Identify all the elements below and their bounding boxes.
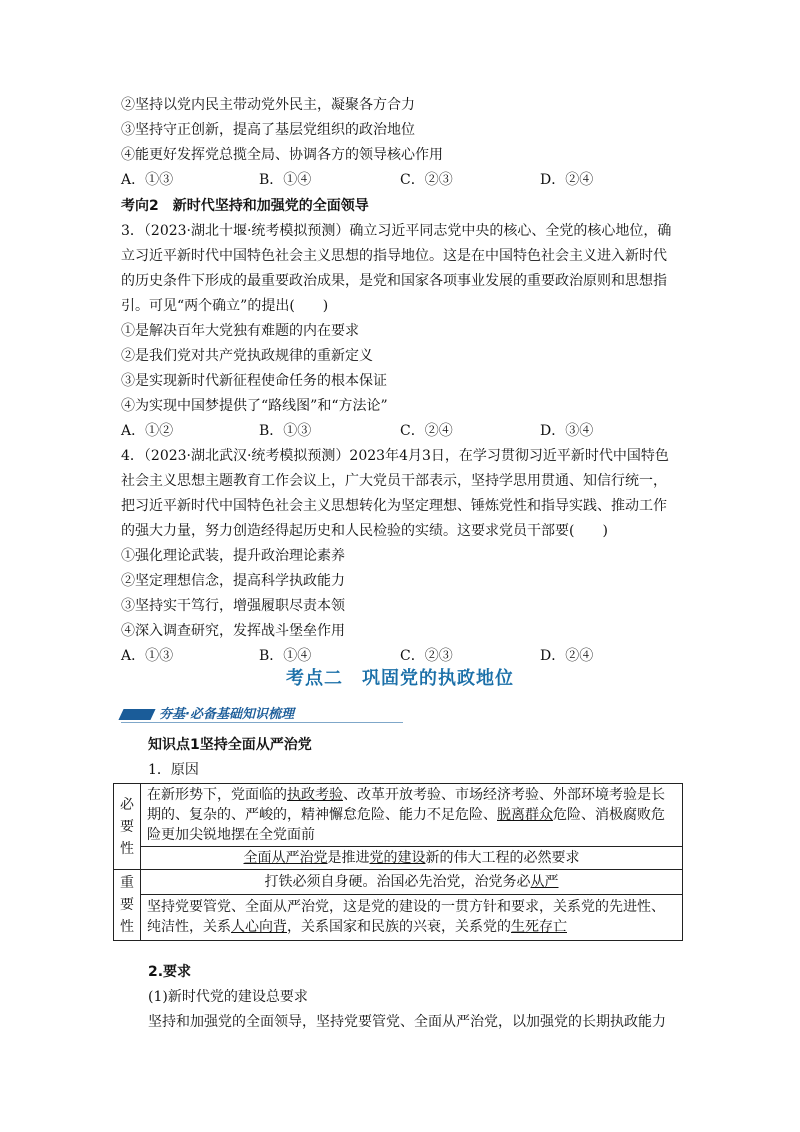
- question-text: 社会主义思想主题教育工作会议上，广大党员干部表示，坚持学思用贯通、知信行统一，: [121, 473, 667, 489]
- option-text: ③坚持守正创新，提高了基层党组织的政治地位: [121, 122, 415, 138]
- subheading: (1)新时代党的建设总要求: [148, 989, 308, 1005]
- choice-c: C．②④: [400, 423, 453, 439]
- option-text: ④能更好发挥党总揽全局、协调各方的领导核心作用: [121, 147, 443, 163]
- option-text: ①强化理论武装，提升政治理论素养: [121, 548, 345, 564]
- question-text: 把习近平新时代中国特色社会主义思想转化为坚定理想、锤炼党性和指导实践、推动工作: [121, 498, 667, 514]
- option-text: ②坚定理想信念，提高科学执政能力: [121, 573, 345, 589]
- necessity-label: 必 要 性: [114, 784, 141, 870]
- choice-b: B．①④: [259, 648, 312, 664]
- necessity-conclusion: 全面从严治党是推进党的建设新的伟大工程的必然要求: [141, 847, 683, 870]
- choice-d: D．②④: [540, 648, 594, 664]
- option-text: ③是实现新时代新征程使命任务的根本保证: [121, 373, 387, 389]
- answer-choices: [121, 646, 681, 666]
- importance-line2: 坚持党要管党、全面从严治党，这是党的建设的一贯方针和要求，关系党的先进性、纯洁性，关系人心向背，关系国家和民族的兴衰，关系党的生死存亡: [141, 894, 683, 940]
- choice-a: A．①③: [121, 172, 174, 188]
- option-text: ④为实现中国梦提供了“路线图”和“方法论”: [121, 398, 388, 414]
- choice-b: B．①③: [259, 423, 312, 439]
- question-text: 3．（2023·湖北十堰·统考模拟预测）确立习近平同志党中央的核心、全党的核心地位，确: [121, 223, 672, 239]
- choice-d: D．②④: [540, 172, 594, 188]
- option-text: ②是我们党对共产党执政规律的重新定义: [121, 348, 373, 364]
- question-text: 引。可见“两个确立”的提出( ): [121, 298, 329, 314]
- choice-c: C．②③: [400, 172, 453, 188]
- subheading: 2.要求: [148, 964, 192, 980]
- body-text: 坚持和加强党的全面领导，坚持党要管党、全面从严治党，以加强党的长期执政能力: [148, 1014, 666, 1030]
- choice-a: A．①③: [121, 648, 174, 664]
- choice-c: C．②③: [400, 648, 453, 664]
- subheading: 1．原因: [148, 762, 199, 778]
- question-text: 立习近平新时代中国特色社会主义思想的指导地位。这是在中国特色社会主义进入新时代: [121, 248, 667, 264]
- necessity-text: 在新形势下，党面临的执政考验、改革开放考验、市场经济考验、外部环境考验是长期的、复杂的、严峻的，精神懈怠危险、能力不足危险、脱离群众危险、消极腐败危险更加尖锐地摆在全党面前: [141, 784, 683, 847]
- importance-label: 重 要 性: [114, 870, 141, 941]
- option-text: ①是解决百年大党独有难题的内在要求: [121, 323, 359, 339]
- choice-b: B．①④: [259, 172, 312, 188]
- section-banner: [121, 703, 403, 723]
- banner-underline: [121, 722, 403, 723]
- banner-label: 夯基·必备基础知识梳理: [159, 707, 294, 722]
- option-text: ③坚持实干笃行，增强履职尽责本领: [121, 598, 345, 614]
- knowledge-point-heading: 知识点1坚持全面从严治党: [148, 737, 312, 753]
- answer-choices: [121, 421, 681, 441]
- choice-a: A．①②: [121, 423, 174, 439]
- banner-bar: [118, 709, 155, 720]
- question-text: 的历史条件下形成的最重要政治成果，是党和国家各项事业发展的重要政治原则和思想指: [121, 273, 667, 289]
- section-title: 考点二 巩固党的执政地位: [286, 668, 514, 689]
- question-text: 4．（2023·湖北武汉·统考模拟预测）2023年4月3日，在学习贯彻习近平新时代中国特色: [121, 448, 669, 464]
- answer-choices: [121, 170, 681, 190]
- importance-line1: 打铁必须自身硬。治国必先治党，治党务必从严: [141, 870, 683, 895]
- direction-heading: 考向2 新时代坚持和加强党的全面领导: [121, 198, 369, 214]
- option-text: ④深入调查研究，发挥战斗堡垒作用: [121, 623, 345, 639]
- option-text: ②坚持以党内民主带动党外民主，凝聚各方合力: [121, 97, 415, 113]
- question-text: 的强大力量，努力创造经得起历史和人民检验的实绩。这要求党员干部要( ): [121, 523, 608, 539]
- choice-d: D．③④: [540, 423, 594, 439]
- reasons-table: [113, 783, 683, 941]
